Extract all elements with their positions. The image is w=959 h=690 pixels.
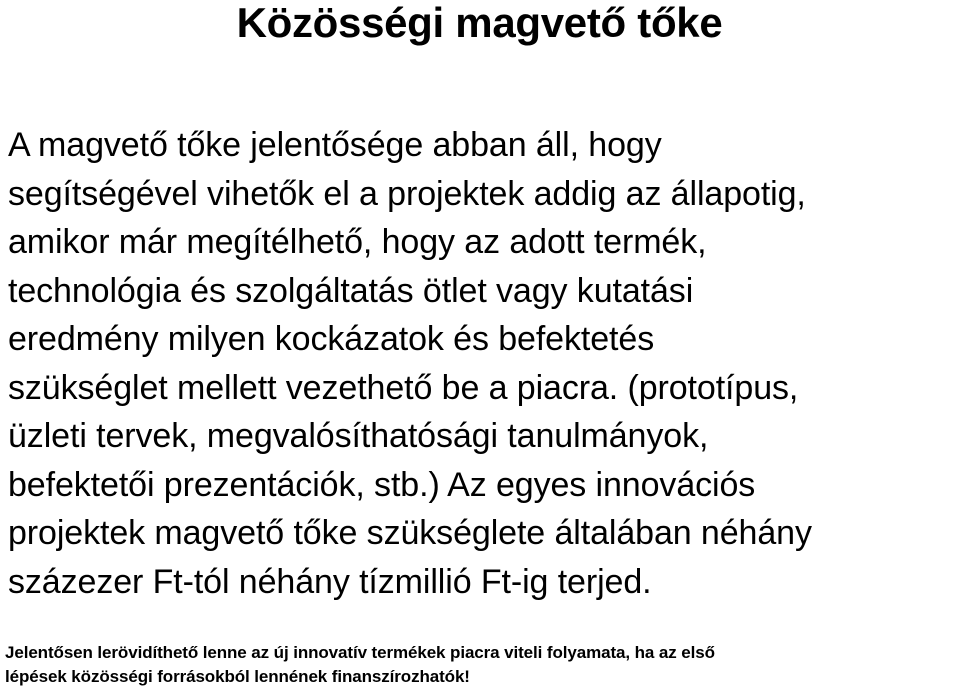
body-line: A magvető tőke jelentősége abban áll, hogy xyxy=(8,126,662,164)
body-line: amikor már megítélhető, hogy az adott termék, xyxy=(8,223,707,261)
slide-title: Közösségi magvető tőke xyxy=(236,0,723,46)
body-line: segítségével vihetők el a projektek addig az állapotig, xyxy=(8,174,806,213)
body-line: százezer Ft-tól néhány tízmillió Ft-ig terjed. xyxy=(8,562,652,601)
body-line: üzleti tervek, megvalósíthatósági tanulmányok, xyxy=(8,417,709,455)
footnote-line: Jelentősen lerövidíthető lenne az új innovatív termékek piacra viteli folyamata, ha az első xyxy=(5,643,715,662)
body-line: technológia és szolgáltatás ötlet vagy kutatási xyxy=(8,271,694,310)
body-line: befektetői prezentációk, stb.) Az egyes innovációs xyxy=(8,465,756,504)
body-line: eredmény milyen kockázatok és befektetés xyxy=(8,320,655,358)
body-line: szükséglet mellett vezethető be a piacra. (prototípus, xyxy=(8,368,799,407)
body-line: projektek magvető tőke szükséglete általában néhány xyxy=(8,514,812,552)
footnote-line: lépések közösségi forrásokból lennének finanszírozhatók! xyxy=(5,667,470,686)
slide-footnote xyxy=(5,641,955,689)
slide-body-text xyxy=(8,121,958,606)
